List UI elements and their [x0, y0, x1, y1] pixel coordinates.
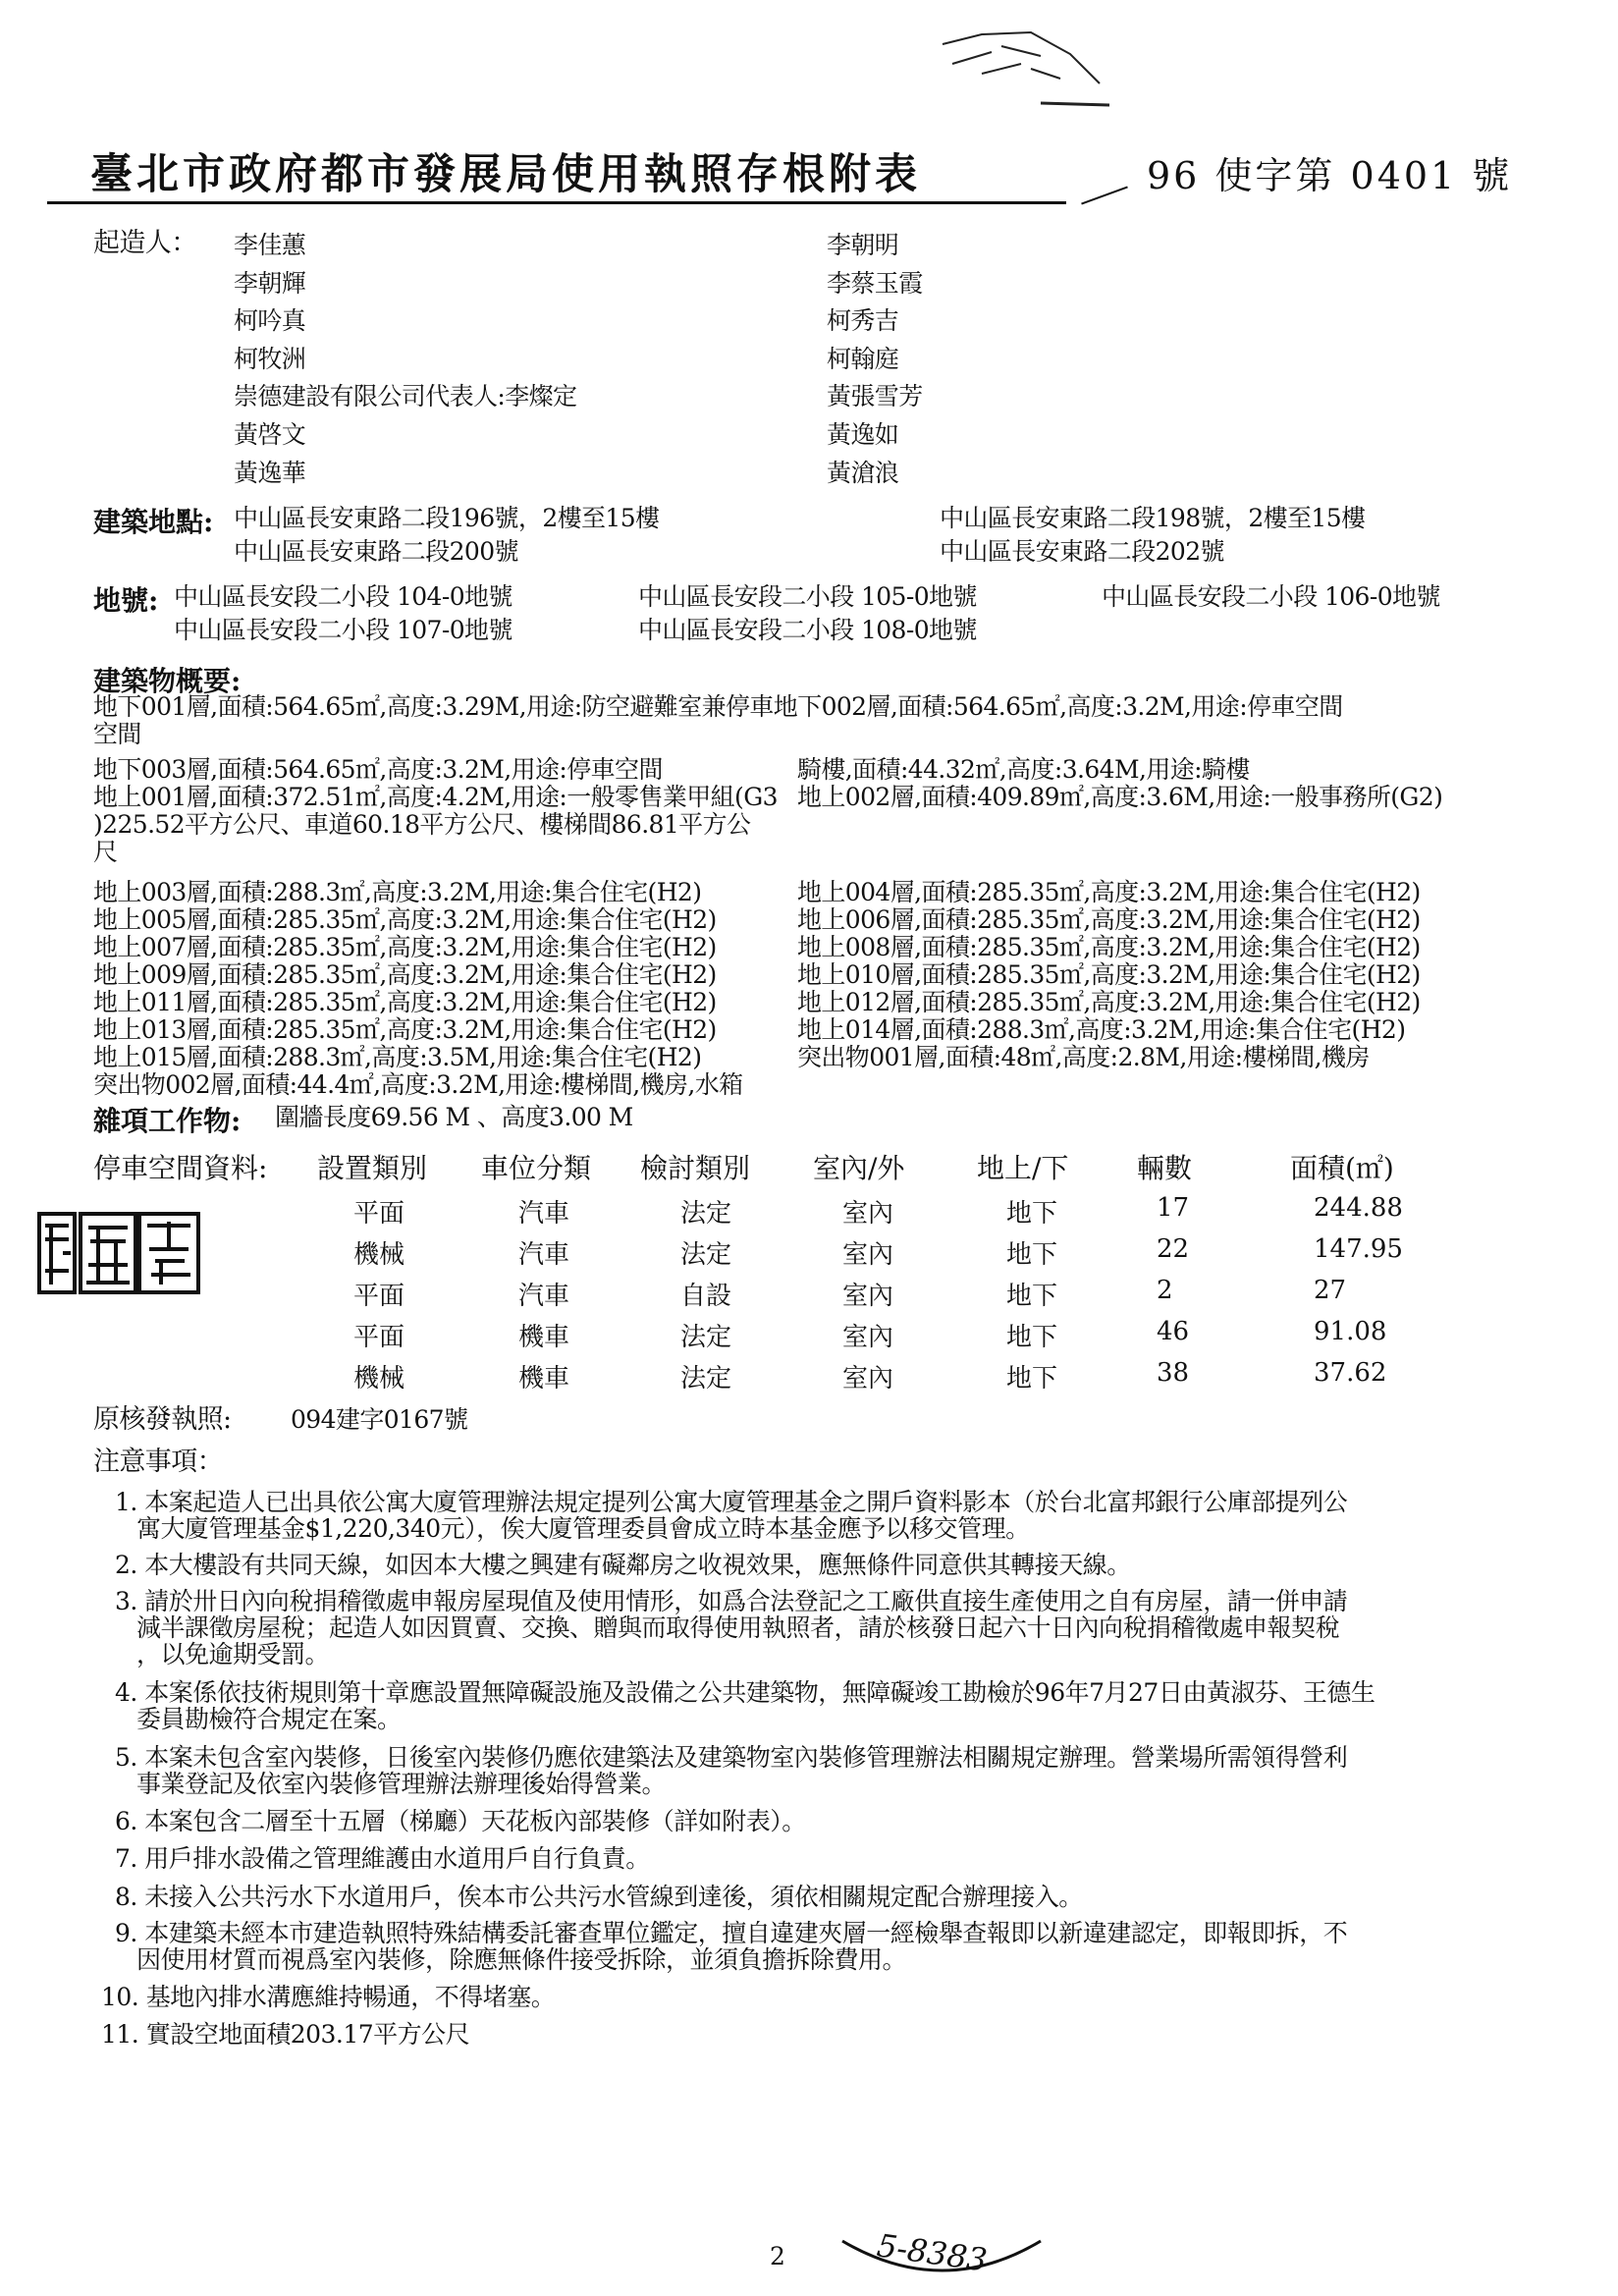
lot-item: 中山區長安段二小段 107-0地號	[174, 616, 512, 644]
applicant: 李朝輝	[234, 269, 306, 298]
floor-item: 地上009層,面積:285.35㎡,高度:3.2M,用途:集合住宅(H2)	[93, 960, 717, 989]
original-permit-value: 094建字0167號	[291, 1405, 468, 1434]
overview-line: 地下003層,面積:564.65㎡,高度:3.2M,用途:停車空間	[93, 755, 663, 784]
document-title: 臺北市政府都市發展局使用執照存根附表	[90, 150, 921, 199]
parking-cell: 法定	[680, 1323, 732, 1352]
parking-cell: 37.62	[1314, 1358, 1387, 1388]
applicant: 崇德建設有限公司代表人:李燦定	[234, 382, 577, 410]
permit-number: 96 使字第 0401 號	[1147, 154, 1513, 197]
note-line: 9. 本建築未經本市建造執照特殊結構委託審查單位鑑定，擅自違建夾層一經檢舉查報即以新違建認定，即報即拆，不	[115, 1919, 1348, 1947]
note-line: 2. 本大樓設有共同天線，如因本大樓之興建有礙鄰房之收視效果，應無條件同意供其轉接天線。	[115, 1551, 1131, 1579]
note-line: ，以免逾期受罰。	[136, 1640, 330, 1668]
floor-item: 地上011層,面積:285.35㎡,高度:3.2M,用途:集合住宅(H2)	[93, 988, 717, 1016]
overview-label: 建築物概要:	[93, 665, 242, 697]
address-item: 中山區長安東路二段202號	[940, 537, 1224, 566]
parking-label: 停車空間資料:	[93, 1152, 268, 1184]
floor-item: 地上007層,面積:285.35㎡,高度:3.2M,用途:集合住宅(H2)	[93, 933, 717, 961]
notes-label: 注意事項：	[93, 1447, 223, 1477]
overview-line: 空間	[93, 720, 141, 748]
applicant: 柯吟真	[234, 306, 306, 335]
parking-header: 設置類別	[317, 1152, 428, 1184]
applicant: 柯牧洲	[234, 345, 306, 373]
parking-header: 面積(㎡)	[1290, 1152, 1394, 1184]
parking-cell: 室內	[842, 1199, 894, 1229]
top-stamp-mark	[923, 25, 1119, 123]
parking-cell: 平面	[353, 1199, 405, 1229]
parking-header: 室內/外	[813, 1152, 905, 1184]
overview-line: 騎樓,面積:44.32㎡,高度:3.64M,用途:騎樓	[797, 755, 1250, 784]
parking-cell: 室內	[842, 1282, 894, 1311]
applicant: 李朝明	[827, 231, 899, 259]
note-line: 8. 未接入公共污水下水道用戶，俟本市公共污水管線到達後，須依相關規定配合辦理接入。	[115, 1883, 1083, 1911]
parking-cell: 汽車	[518, 1199, 570, 1229]
note-line: 7. 用戶排水設備之管理維護由水道用戶自行負責。	[115, 1844, 650, 1873]
lot-item: 中山區長安段二小段 108-0地號	[638, 616, 977, 644]
floor-item: 地上008層,面積:285.35㎡,高度:3.2M,用途:集合住宅(H2)	[797, 933, 1421, 961]
header-rule-right	[1081, 187, 1128, 205]
page-number: 2	[770, 2242, 785, 2270]
note-line: 6. 本案包含二層至十五層（梯廳）天花板內部裝修（詳如附表）。	[115, 1807, 806, 1835]
parking-cell: 法定	[680, 1199, 732, 1229]
lot-item: 中山區長安段二小段 106-0地號	[1102, 582, 1440, 611]
parking-cell: 機械	[353, 1240, 405, 1270]
note-line: 因使用材質而視爲室內裝修，除應無條件接受拆除，並須負擔拆除費用。	[136, 1945, 907, 1974]
misc-work-label: 雜項工作物:	[93, 1105, 242, 1137]
note-line: 11. 實設空地面積203.17平方公尺	[101, 2020, 470, 2049]
official-seal	[29, 1206, 206, 1300]
note-line: 5. 本案未包含室內裝修，日後室內裝修仍應依建築法及建築物室內裝修管理辦法相關規定辦理。營業場所需領得營利	[115, 1743, 1348, 1772]
applicant: 李蔡玉霞	[827, 269, 923, 298]
parking-cell: 地下	[1006, 1282, 1058, 1311]
note-line: 事業登記及依室內裝修管理辦法辦理後始得營業。	[136, 1770, 667, 1798]
note-line: 3. 請於卅日內向稅捐稽徵處申報房屋現值及使用情形，如爲合法登記之工廠供直接生產使用之自有房屋，請一併申請	[115, 1587, 1348, 1615]
parking-header: 輛數	[1137, 1152, 1193, 1184]
applicant: 李佳蕙	[234, 231, 306, 259]
floor-item: 地上013層,面積:285.35㎡,高度:3.2M,用途:集合住宅(H2)	[93, 1015, 717, 1044]
note-line: 10. 基地內排水溝應維持暢通，不得堵塞。	[101, 1983, 556, 2011]
parking-header: 地上/下	[977, 1152, 1069, 1184]
floor-item: 突出物002層,面積:44.4㎡,高度:3.2M,用途:樓梯間,機房,水箱	[93, 1070, 743, 1099]
applicant: 柯翰庭	[827, 345, 899, 373]
lot-item: 中山區長安段二小段 104-0地號	[174, 582, 512, 611]
lots-label: 地號:	[93, 584, 159, 617]
parking-cell: 91.08	[1314, 1317, 1387, 1346]
floor-item: 地上005層,面積:285.35㎡,高度:3.2M,用途:集合住宅(H2)	[93, 905, 717, 934]
parking-cell: 22	[1157, 1234, 1190, 1264]
overview-line: 地下001層,面積:564.65㎡,高度:3.29M,用途:防空避難室兼停車地下002層,面積:564.65㎡,高度:3.2M,用途:停車空間	[93, 692, 1343, 721]
parking-header: 車位分類	[481, 1152, 592, 1184]
overview-line: 尺	[93, 838, 118, 866]
note-line: 寓大廈管理基金$1,220,340元），俟大廈管理委員會成立時本基金應予以移交管理。	[136, 1514, 1030, 1543]
applicant: 柯秀吉	[827, 306, 899, 335]
note-line: 委員勘檢符合規定在案。	[136, 1705, 402, 1733]
address-item: 中山區長安東路二段198號，2樓至15樓	[940, 504, 1366, 532]
floor-item: 地上004層,面積:285.35㎡,高度:3.2M,用途:集合住宅(H2)	[797, 878, 1421, 906]
overview-line: 地上002層,面積:409.89㎡,高度:3.6M,用途:一般事務所(G2)	[797, 783, 1443, 811]
floor-item: 地上006層,面積:285.35㎡,高度:3.2M,用途:集合住宅(H2)	[797, 905, 1421, 934]
parking-cell: 室內	[842, 1323, 894, 1352]
floor-item: 地上014層,面積:288.3㎡,高度:3.2M,用途:集合住宅(H2)	[797, 1015, 1406, 1044]
parking-cell: 法定	[680, 1364, 732, 1394]
note-line: 4. 本案係依技術規則第十章應設置無障礙設施及設備之公共建築物，無障礙竣工勘檢於96年7月27日由黃淑芬、王德生	[115, 1678, 1375, 1707]
parking-cell: 汽車	[518, 1240, 570, 1270]
misc-work-value: 圍牆長度69.56 M 、高度3.00 M	[275, 1103, 633, 1131]
applicant: 黃逸華	[234, 459, 306, 487]
address-item: 中山區長安東路二段196號，2樓至15樓	[234, 504, 660, 532]
address-label: 建築地點:	[93, 506, 214, 538]
parking-header: 檢討類別	[640, 1152, 751, 1184]
applicant: 黃滄浪	[827, 459, 899, 487]
parking-cell: 自設	[680, 1282, 732, 1311]
parking-cell: 地下	[1006, 1199, 1058, 1229]
parking-cell: 2	[1157, 1276, 1173, 1305]
parking-cell: 27	[1314, 1276, 1347, 1305]
parking-cell: 地下	[1006, 1323, 1058, 1352]
parking-cell: 法定	[680, 1240, 732, 1270]
floor-item: 地上015層,面積:288.3㎡,高度:3.5M,用途:集合住宅(H2)	[93, 1043, 702, 1071]
parking-cell: 汽車	[518, 1282, 570, 1311]
original-permit-label: 原核發執照:	[93, 1404, 232, 1435]
note-line: 減半課徵房屋稅；起造人如因買賣、交換、贈與而取得使用執照者，請於核發日起六十日內向稅捐稽徵處申報契稅	[136, 1613, 1340, 1642]
serial-stamp-text: 5-8383	[874, 2226, 990, 2279]
parking-cell: 244.88	[1314, 1193, 1403, 1223]
floor-item: 地上012層,面積:285.35㎡,高度:3.2M,用途:集合住宅(H2)	[797, 988, 1421, 1016]
parking-cell: 室內	[842, 1364, 894, 1394]
parking-cell: 地下	[1006, 1240, 1058, 1270]
overview-line: )225.52平方公尺、車道60.18平方公尺、樓梯間86.81平方公	[93, 810, 751, 839]
parking-cell: 17	[1157, 1193, 1190, 1223]
parking-cell: 機車	[518, 1364, 570, 1394]
floor-item: 地上003層,面積:288.3㎡,高度:3.2M,用途:集合住宅(H2)	[93, 878, 702, 906]
applicants-label: 起造人：	[93, 228, 197, 258]
note-line: 1. 本案起造人已出具依公寓大廈管理辦法規定提列公寓大廈管理基金之開戶資料影本（於台北富邦銀行公庫部提列公	[115, 1488, 1348, 1516]
parking-cell: 機械	[353, 1364, 405, 1394]
parking-cell: 46	[1157, 1317, 1190, 1346]
floor-item: 地上010層,面積:285.35㎡,高度:3.2M,用途:集合住宅(H2)	[797, 960, 1421, 989]
address-item: 中山區長安東路二段200號	[234, 537, 518, 566]
parking-cell: 平面	[353, 1323, 405, 1352]
applicant: 黃張雪芳	[827, 382, 923, 410]
lot-item: 中山區長安段二小段 105-0地號	[638, 582, 977, 611]
parking-cell: 平面	[353, 1282, 405, 1311]
overview-line: 地上001層,面積:372.51㎡,高度:4.2M,用途:一般零售業甲組(G3	[93, 783, 778, 811]
header-rule	[47, 201, 1066, 204]
parking-cell: 147.95	[1314, 1234, 1403, 1264]
parking-cell: 38	[1157, 1358, 1190, 1388]
parking-cell: 地下	[1006, 1364, 1058, 1394]
parking-cell: 室內	[842, 1240, 894, 1270]
applicant: 黃啓文	[234, 420, 306, 449]
floor-item: 突出物001層,面積:48㎡,高度:2.8M,用途:樓梯間,機房	[797, 1043, 1370, 1071]
applicant: 黃逸如	[827, 420, 899, 449]
parking-cell: 機車	[518, 1323, 570, 1352]
